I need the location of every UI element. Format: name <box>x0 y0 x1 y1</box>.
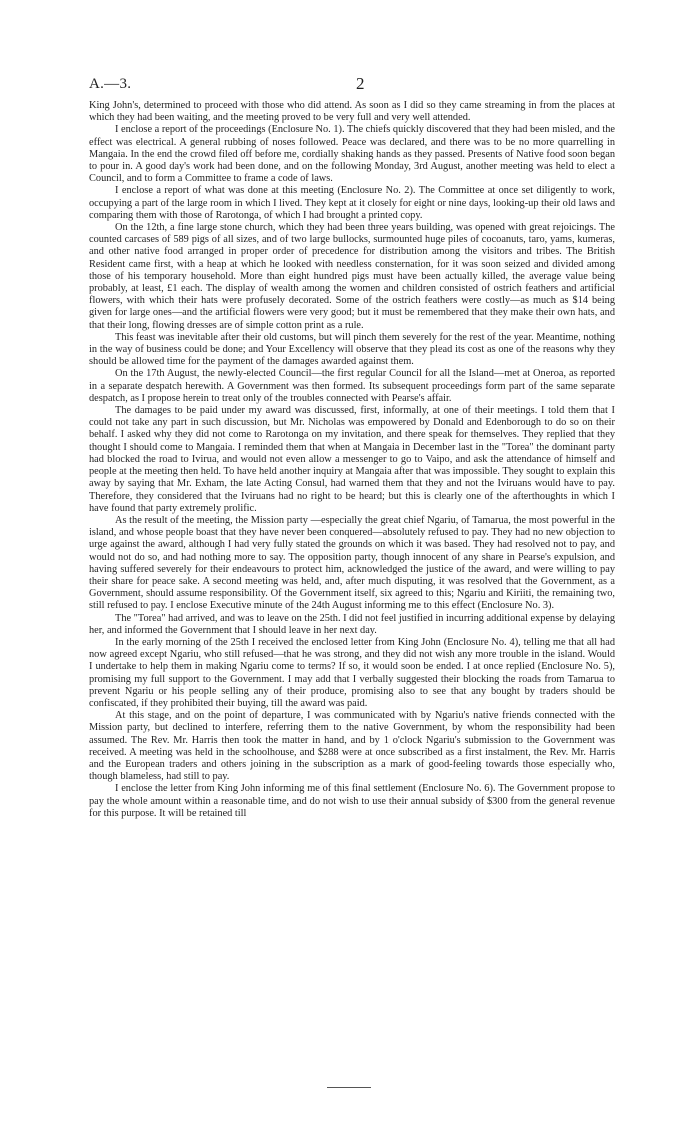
paragraph: On the 12th, a fine large stone church, which they had been three years building, was opened with great rejoicings. The counted carcases of 589 pigs of all sizes, and of two large bullocks, surmounted huge piles of cocoanuts, taro, yams, kumeras, and other native food arranged in proper order of precedence for distribution among the visitors and tribes. The British Resident came first, with a heap at which he looked with needless consternation, for it was soon seized and divided among those of his temporary household. More than eight hundred pigs must have been actually killed, the average value being probably, at least, £1 each. The display of wealth among the women and children consisted of ostrich feathers and artificial flowers, with which their hats were profusely decorated. Some of the ostrich feathers were costly—as much as $14 being given for large ones—and the artificial flowers were very good; but it must be remembered that they make their own hats, and that their long, flowing dresses are of simple cotton print as a rule. <box>89 222 615 331</box>
paragraph: On the 17th August, the newly-elected Council—the first regular Council for all the Island—met at Oneroa, as reported in a separate despatch herewith. A Government was then formed. Its subsequent proceedings form part of the same separate despatch, as I propose herein to treat only of the troubles connected with Pearse's affair. <box>89 368 615 404</box>
paragraph: I enclose a report of the proceedings (Enclosure No. 1). The chiefs quickly discovered that they had been misled, and the effect was electrical. A general rubbing of noses followed. Peace was declared, and there was to be no more quarrelling in Mangaia. In the end the crowd filed off before me, cordially shaking hands as they passed. Presents of Native food soon began to pour in. A good day's work had been done, and on the following Monday, 3rd August, another meeting was held to elect a Council, and to form a Committee to frame a code of laws. <box>89 124 615 185</box>
paragraph: This feast was inevitable after their old customs, but will pinch them severely for the rest of the year. Meantime, nothing in the way of business could be done; and Your Excellency will observe that they plead its cost as one of the reasons why they should be allowed time for the payment of the damages awarded against them. <box>89 331 615 368</box>
paragraph: As the result of the meeting, the Mission party —especially the great chief Ngariu, of Tamarua, the most powerful in the island, and whose people boast that they have never been conquered—absolutely refused to pay. They had no new objection to urge against the award, although I had very fully stated the grounds on which it was based. They had resolved not to pay, and would not do so, and had nothing more to say. The opposition party, though innocent of any share in Pearse's expulsion, and having suffered severely for their endeavours to protect him, acknowledged the justice of the award, and were willing to pay their share for peace sake. A second meeting was held, and, after much disputing, it was resolved that the Government, as a Government, should assume responsibility. Of the Government itself, six agreed to this; Ngariu and Kiriiti, the remaining two, still refused to pay. I enclose Executive minute of the 24th August informing me to this effect (Enclosure No. 3). <box>89 514 615 612</box>
paragraph: In the early morning of the 25th I received the enclosed letter from King John (Enclosure No. 4), telling me that all had now agreed except Ngariu, who still refused—that he was strong, and they did not wish any more trouble in the island. Would I undertake to help them in making Ngariu come to terms? If so, it would soon be ended. I at once replied (Enclosure No. 5), promising my full support to the Government. I may add that I verbally suggested their blocking the roads from Tamarua to prevent Ngariu or his people selling any of their produce, promising also to see that any bought by traders should be confiscated, if they prohibited their buying, till the award was paid. <box>89 636 615 709</box>
body-text <box>89 100 615 820</box>
paragraph: I enclose the letter from King John informing me of this final settlement (Enclosure No. 6). The Government propose to pay the whole amount within a reasonable time, and do not wish to use their annual subsidy of $300 from the general revenue for this purpose. It will be retained till <box>89 783 615 819</box>
page-number: 2 <box>356 74 365 93</box>
paragraph: At this stage, and on the point of departure, I was communicated with by Ngariu's native friends connected with the Mission party, but declined to interfere, referring them to the native Government, by whom the responsibility had been assumed. The Rev. Mr. Harris then took the matter in hand, and by 1 o'clock Ngariu's submission to the Government was received. A meeting was held in the schoolhouse, and $288 were at once subscribed as a first instalment, the Rev. Mr. Harris and the European traders and others joining in the subscription as a mark of good-feeling towards those especially who, though blameless, had still to pay. <box>89 710 615 783</box>
footer-rule <box>327 1087 371 1088</box>
paragraph: The "Torea" had arrived, and was to leave on the 25th. I did not feel justified in incurring additional expense by delaying her, and informed the Government that I should leave in her next day. <box>89 612 615 636</box>
paragraph: The damages to be paid under my award was discussed, first, informally, at one of their meetings. I told them that I could not take any part in such discussion, but Mr. Nicholas was empowered by Donald and Edenborough to do so on their behalf. I asked why they did not come to Rarotonga on my invitation, and there speak for themselves. They replied that they thought I should come to Mangaia. I reminded them that when at Mangaia in December last in the "Torea" the dominant party had blocked the road to Ivirua, and would not even allow a messenger to go to Vaipo, and ask the attendance of himself and people at the meeting then held. To have held another inquiry at Mangaia after that was impossible. They sought to explain this away by saying that Mr. Exham, the late Acting Consul, had warned them that they and not the Iviruans would have to pay. Therefore, they considered that the Iviruans had no right to be heard; but this is clearly one of the afterthoughts in which I have found that party extremely prolific. <box>89 405 616 514</box>
paragraph: I enclose a report of what was done at this meeting (Enclosure No. 2). The Committee at once set diligently to work, occupying a part of the large room in which I lived. They kept at it closely for eight or nine days, looking-up their old laws and comparing them with those of Rarotonga, of which I had brought a printed copy. <box>89 185 615 221</box>
page-header <box>89 76 615 96</box>
document-reference: A.—3. <box>89 76 132 92</box>
paragraph: King John's, determined to proceed with those who did attend. As soon as I did so they came streaming in from the places at which they had been waiting, and the meeting proved to be very full and very well attended. <box>89 100 615 124</box>
